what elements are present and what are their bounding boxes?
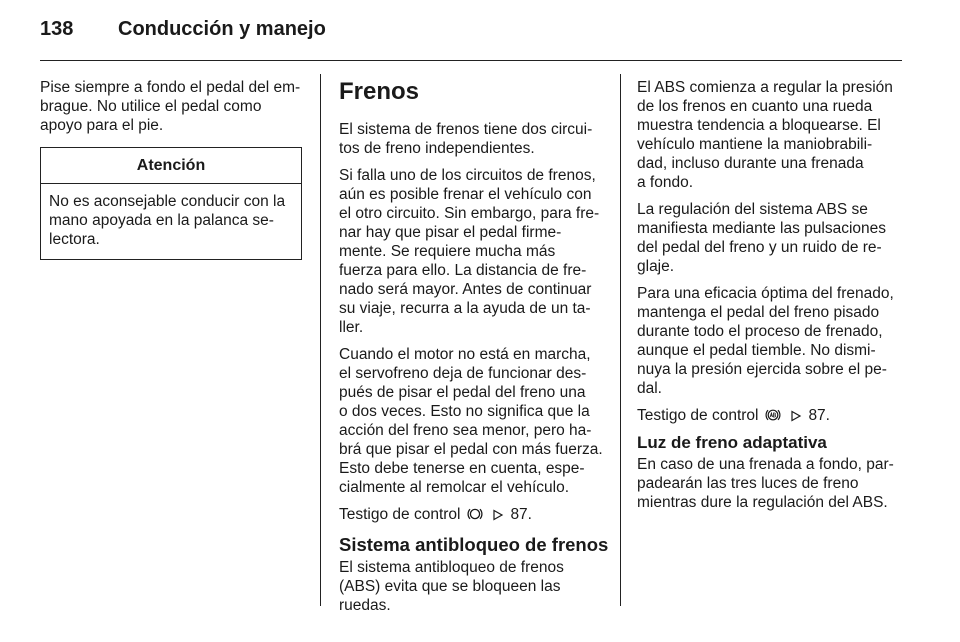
text-line: lectora. — [49, 231, 100, 248]
text-line: dad, incluso durante una frenada — [637, 155, 864, 172]
text-line: el servofreno deja de funcionar des- — [339, 365, 587, 382]
header-rule — [40, 60, 902, 61]
page-header — [40, 18, 900, 58]
text-line: nuya la presión ejercida sobre el pe- — [637, 361, 887, 378]
text-line: apoyo para el pie. — [40, 117, 164, 134]
text-line: cialmente al remolcar el vehículo. — [339, 479, 570, 496]
text-line: nar hay que pisar el pedal firme- — [339, 224, 562, 241]
paragraph — [637, 284, 905, 398]
paragraph — [637, 78, 905, 192]
warning-box — [40, 147, 302, 260]
column-divider — [320, 74, 321, 606]
text-line: pués de pisar el pedal del freno una — [339, 384, 586, 401]
column-2 — [339, 78, 609, 623]
paragraph — [339, 558, 605, 615]
text-line: El ABS comienza a regular la presión — [637, 79, 893, 96]
text-line: o dos veces. Esto no significa que la — [339, 403, 590, 420]
text-line: mantenga el pedal del freno pisado — [637, 304, 880, 321]
paragraph — [339, 166, 605, 337]
intro-paragraph — [40, 78, 306, 135]
paragraph — [339, 120, 605, 158]
text-line: su viaje, recurra a la ayuda de un ta- — [339, 300, 591, 317]
text-line: mente. Se requiere mucha más — [339, 243, 556, 260]
paragraph — [637, 455, 905, 512]
text-line: mano apoyada en la palanca se- — [49, 212, 274, 229]
text-line: Cuando el motor no está en marcha, — [339, 346, 591, 363]
text-line: acción del freno sea menor, pero ha- — [339, 422, 592, 439]
subheading-adaptive-brake-light: Luz de freno adaptativa — [637, 433, 827, 452]
text-line: glaje. — [637, 258, 675, 275]
text-line: del pedal del freno y un ruido de re- — [637, 239, 882, 256]
text-line: ller. — [339, 319, 364, 336]
text-line: dal. — [637, 380, 662, 397]
warning-title: Atención — [41, 148, 301, 184]
page-reference[interactable]: 87. — [510, 506, 532, 523]
text-line: a fondo. — [637, 174, 694, 191]
text-line: fuerza para ello. La distancia de fre- — [339, 262, 587, 279]
column-divider — [620, 74, 621, 606]
paragraph — [637, 200, 905, 276]
abs-warning-icon — [765, 407, 781, 423]
text-line: de los frenos en cuanto una rueda — [637, 98, 873, 115]
testigo-label: Testigo de control — [637, 407, 759, 424]
text-line: La regulación del sistema ABS se — [637, 201, 868, 218]
testigo-line — [637, 406, 905, 425]
page-reference-arrow-icon[interactable] — [492, 507, 504, 519]
testigo-label: Testigo de control — [339, 506, 461, 523]
text-line: (ABS) evita que se bloqueen las — [339, 578, 561, 595]
text-line: manifiesta mediante las pulsaciones — [637, 220, 886, 237]
text-line: el otro circuito. Sin embargo, para fre- — [339, 205, 600, 222]
text-line: Si falla uno de los circuitos de frenos, — [339, 167, 596, 184]
warning-body — [41, 184, 301, 259]
text-line: No es aconsejable conducir con la — [49, 193, 286, 210]
testigo-line — [339, 505, 605, 524]
section-heading-frenos: Frenos — [339, 78, 420, 105]
page-reference-arrow-icon[interactable] — [790, 408, 802, 420]
text-line: Para una eficacia óptima del frenado, — [637, 285, 894, 302]
page-number: 138 — [40, 18, 74, 40]
text-line: Esto debe tenerse en cuenta, espe- — [339, 460, 585, 477]
text-line: nado será mayor. Antes de continuar — [339, 281, 592, 298]
text-line: brá que pisar el pedal con más fuerza. — [339, 441, 603, 458]
text-line: brague. No utilice el pedal como — [40, 98, 262, 115]
text-line: tos de freno independientes. — [339, 140, 535, 157]
text-line: aún es posible frenar el vehículo con — [339, 186, 592, 203]
text-line: El sistema de frenos tiene dos circui- — [339, 121, 593, 138]
text-line: mientras dure la regulación del ABS. — [637, 494, 888, 511]
text-line: muestra tendencia a bloquearse. El — [637, 117, 881, 134]
text-line: durante todo el proceso de frenado, — [637, 323, 883, 340]
text-line: En caso de una frenada a fondo, par- — [637, 456, 894, 473]
page-section-title: Conducción y manejo — [118, 18, 326, 40]
text-line: Pise siempre a fondo el pedal del em- — [40, 79, 301, 96]
text-line: ruedas. — [339, 597, 391, 614]
column-1 — [40, 78, 306, 260]
page-reference[interactable]: 87. — [808, 407, 830, 424]
text-line: padearán las tres luces de freno — [637, 475, 859, 492]
subheading-abs: Sistema antibloqueo de frenos — [339, 534, 609, 555]
text-line: El sistema antibloqueo de frenos — [339, 559, 564, 576]
brake-warning-icon — [467, 506, 483, 522]
paragraph — [339, 345, 605, 497]
text-line: aunque el pedal tiemble. No dismi- — [637, 342, 876, 359]
column-3 — [637, 78, 905, 520]
text-line: vehículo mantiene la maniobrabili- — [637, 136, 873, 153]
